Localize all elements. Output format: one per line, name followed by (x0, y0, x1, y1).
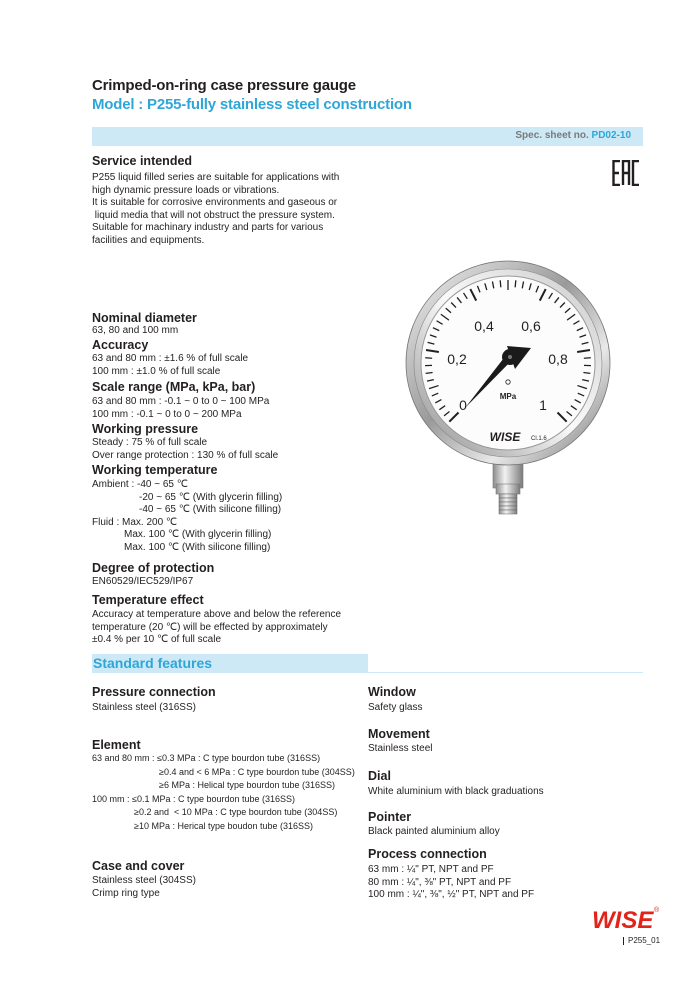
process-text: 63 mm : ¼" PT, NPT and PF 80 mm : ¼", ⅜" PT, NPT and PF 100 mm : ¼", ⅜", ½" PT, NPT and PF (368, 864, 535, 900)
protection-text: EN60529/IEC529/IP67 (92, 576, 194, 587)
case-text: Stainless steel (304SS) Crimp ring type (92, 875, 196, 899)
gauge-label-0-8: 0,8 (548, 351, 568, 367)
working-temp-text: Ambient : -40 ~ 65 ℃ -20 ~ 65 ℃ (With glycerin filling) -40 ~ 65 ℃ (With silicone filling) Fluid : Max. 200 ℃ Max. 100 ℃ (With glycerin filling) Max. 100 ℃ (With silicone filling) (92, 479, 283, 553)
gauge-label-0-4: 0,4 (474, 318, 494, 334)
gauge-label-1: 1 (539, 397, 547, 413)
document-title: Crimped-on-ring case pressure gauge (92, 77, 356, 94)
process-heading: Process connection (368, 847, 487, 861)
divider (368, 672, 643, 673)
nominal-text: 63, 80 and 100 mm (92, 325, 179, 336)
page-code: P255_01 (628, 936, 661, 945)
gauge-class: Cl.1.6 (531, 436, 547, 442)
model-title: Model : P255-fully stainless steel construction (92, 96, 412, 113)
spec-bar (92, 127, 643, 146)
working-pressure-heading: Working pressure (92, 422, 199, 436)
working-pressure-text: Steady : 75 % of full scale Over range protection : 130 % of full scale (92, 437, 279, 461)
standard-features-bar: Standard features (92, 654, 368, 673)
gauge-tick (500, 280, 501, 287)
gauge-label-0-6: 0,6 (521, 318, 541, 334)
svg-text:®: ® (654, 907, 660, 914)
temp-effect-text: Accuracy at temperature above and below the reference temperature (20 ℃) will be effected by approximately ±0.4 % per 10 ℃ of full scale (92, 609, 342, 645)
service-text: P255 liquid filled series are suitable for applications with high dynamic pressure loads or vibrations. It is suitable for corrosive environments and gaseous or liquid media that will not obstruct the pressure system. Suitable for machinary industry and parts for various facilities and equipments. (92, 172, 340, 246)
service-heading: Service intended (92, 154, 193, 168)
pointer-heading: Pointer (368, 810, 412, 824)
pressure-gauge-image (403, 258, 613, 525)
dial-heading: Dial (368, 769, 391, 783)
gauge-unit: MPa (499, 392, 517, 401)
element-text: 63 and 80 mm : ≤0.3 MPa : C type bourdon tube (316SS) ≥0.4 and < 6 MPa : C type bourdon tube (304SS) ≥6 MPa : Helical type bourdon tube (316SS) 100 mm : ≤0.1 MPa : C type bourdon tube (316SS) ≥0.2 and < 10 MPa : C type bourdon tube (304SS) ≥10 MPa : Herical type boudon tube (316SS) (92, 753, 355, 831)
movement-text: Stainless steel (368, 743, 433, 754)
eac-certification-mark (612, 160, 642, 191)
window-heading: Window (368, 685, 416, 699)
gauge-label-0: 0 (459, 397, 467, 413)
window-text: Safety glass (368, 702, 423, 713)
element-heading: Element (92, 738, 141, 752)
accuracy-heading: Accuracy (92, 338, 149, 352)
spec-sheet-number: Spec. sheet no. PD02-10 (515, 130, 631, 141)
pressure-connection-text: Stainless steel (316SS) (92, 702, 196, 713)
temp-effect-heading: Temperature effect (92, 593, 204, 607)
nominal-heading: Nominal diameter (92, 311, 197, 325)
divider (623, 937, 624, 945)
pointer-text: Black painted aluminium alloy (368, 826, 500, 837)
gauge-label-0-2: 0,2 (447, 351, 467, 367)
accuracy-text: 63 and 80 mm : ±1.6 % of full scale 100 mm : ±1.0 % of full scale (92, 353, 249, 377)
gauge-tick (426, 373, 433, 374)
wise-logo (590, 903, 660, 938)
protection-heading: Degree of protection (92, 561, 215, 575)
pressure-connection-heading: Pressure connection (92, 685, 216, 699)
gauge-tick (515, 280, 516, 287)
working-temp-heading: Working temperature (92, 463, 218, 477)
range-heading: Scale range (MPa, kPa, bar) (92, 380, 256, 394)
dial-text: White aluminium with black graduations (368, 786, 544, 797)
gauge-tick (583, 373, 590, 374)
svg-text:WISE: WISE (592, 907, 654, 933)
case-heading: Case and cover (92, 859, 185, 873)
gauge-brand: WISE (489, 430, 521, 444)
movement-heading: Movement (368, 727, 430, 741)
range-text: 63 and 80 mm : -0.1 ~ 0 to 0 ~ 100 MPa 100 mm : -0.1 ~ 0 to 0 ~ 200 MPa (92, 396, 270, 420)
